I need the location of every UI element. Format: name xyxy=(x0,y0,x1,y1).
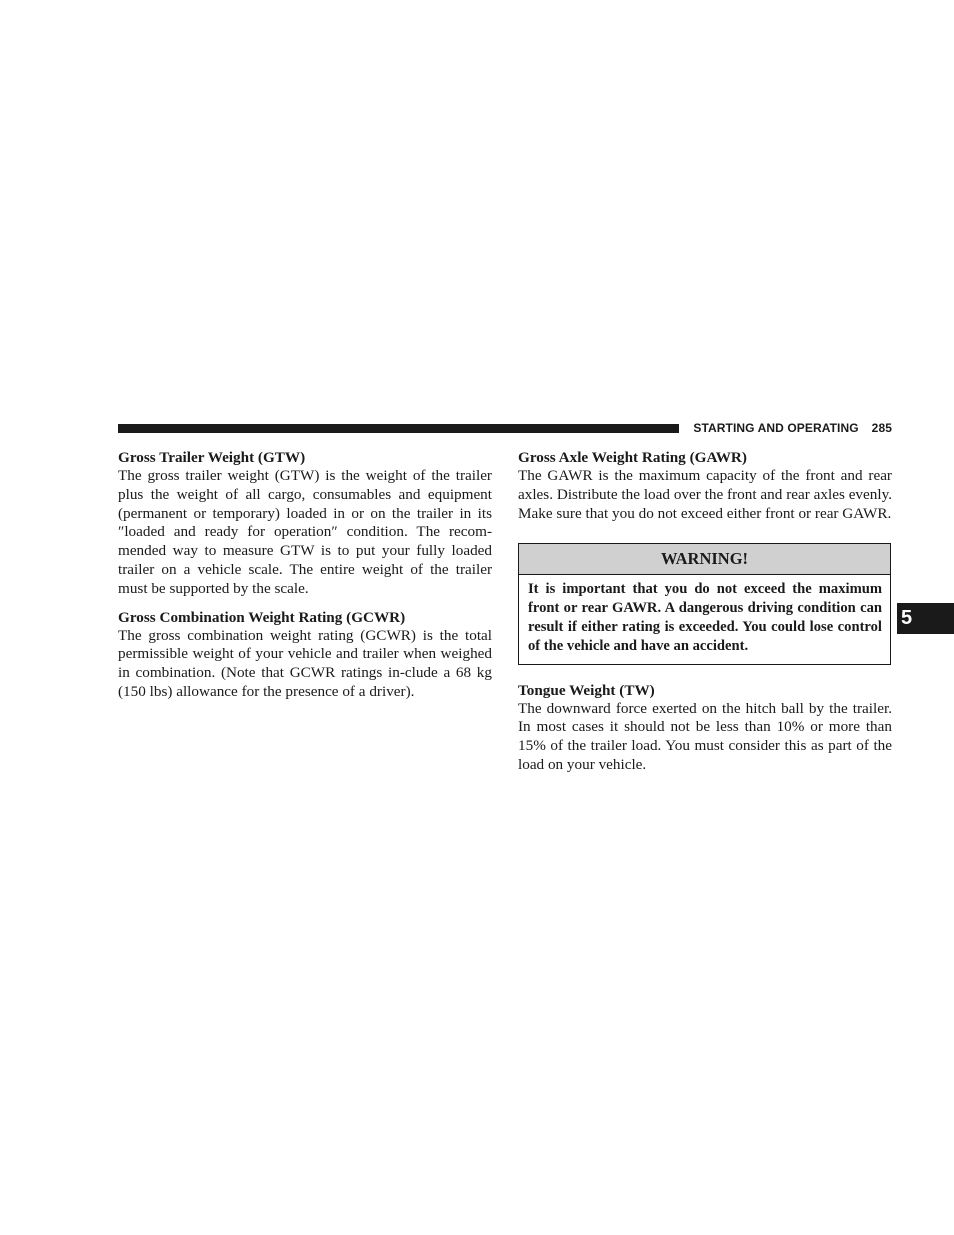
gcwr-body: The gross combination weight rating (GCWR) is the total permissible weight of your vehicle and trailer when weighed in combination. (Note that GCWR ratings in-clude a 68 kg (150 lbs) allowance for the presence of a driver). xyxy=(118,626,492,700)
warning-box xyxy=(518,543,891,664)
page-number: 285 xyxy=(871,421,892,435)
warning-title: WARNING! xyxy=(519,544,890,575)
gtw-body: The gross trailer weight (GTW) is the weight of the trailer plus the weight of all cargo, consumables and equipment (permanent or temporary) loaded in or on the trailer in its ″loaded and ready for operation″ condition. The recom-mended way to measure GTW is to put your fully loaded trailer on a vehicle scale. The entire weight of the trailer must be supported by the scale. xyxy=(118,467,492,597)
warning-body: It is important that you do not exceed the maximum front or rear GAWR. A dangerous driving condition can result if either rating is exceeded. You could lose control of the vehicle and have an accident. xyxy=(528,581,882,654)
gcwr-heading: Gross Combination Weight Rating (GCWR) xyxy=(118,608,406,626)
gawr-heading: Gross Axle Weight Rating (GAWR) xyxy=(518,449,747,466)
section-title: STARTING AND OPERATING xyxy=(693,421,859,435)
gtw-heading: Gross Trailer Weight (GTW) xyxy=(118,449,306,466)
running-header xyxy=(688,420,892,436)
tongue-weight-body: The downward force exerted on the hitch ball by the trailer. In most cases it should not be less than 10% or more than 15% of the trailer load. You must consider this as part of the load on your vehicle. xyxy=(518,699,892,773)
gawr-body: The GAWR is the maximum capacity of the front and rear axles. Distribute the load over the front and rear axles evenly. Make sure that you do not exceed either front or rear GAWR. xyxy=(518,467,892,522)
chapter-tab: 5 xyxy=(897,603,954,634)
tongue-weight-heading: Tongue Weight (TW) xyxy=(518,681,655,699)
left-column xyxy=(118,448,492,702)
right-column xyxy=(518,448,892,775)
header-rule xyxy=(118,424,679,433)
